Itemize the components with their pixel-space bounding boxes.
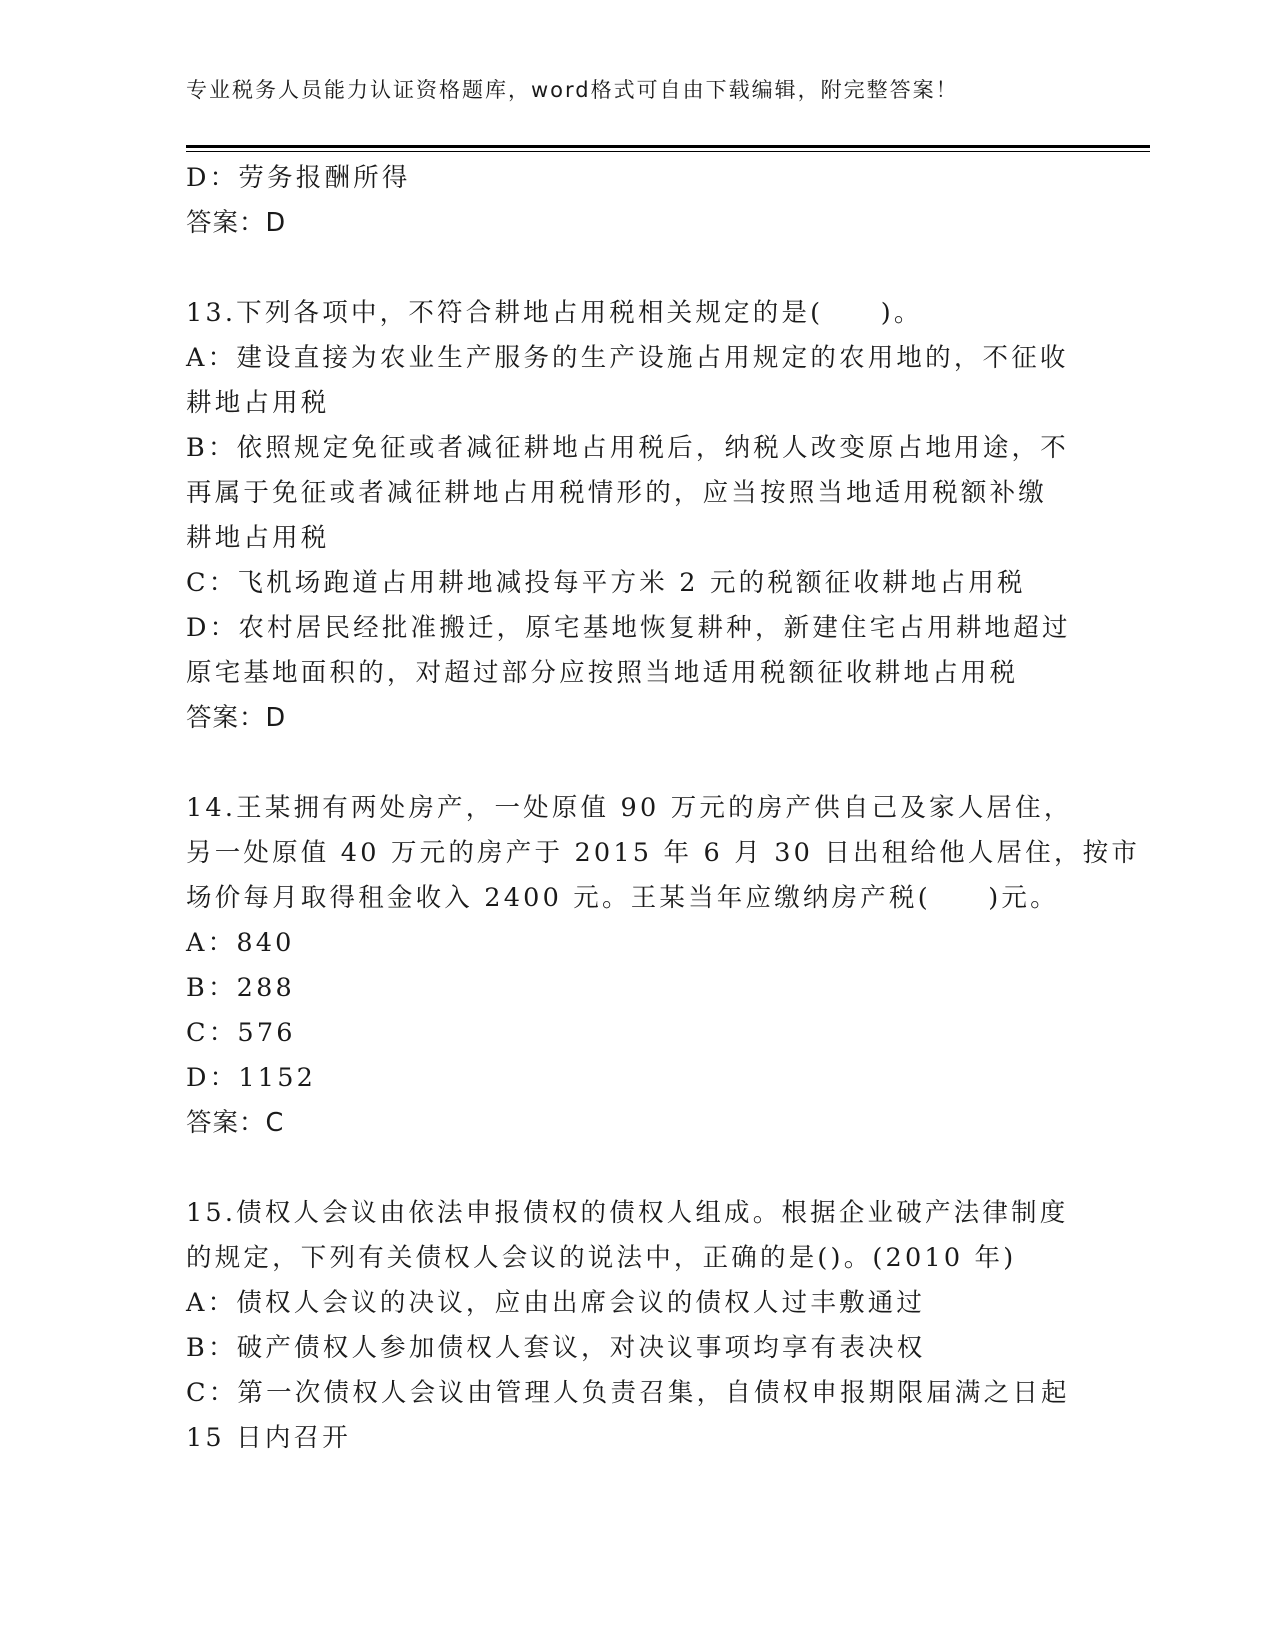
- question-15-stem-cont: 的规定，下列有关债权人会议的说法中，正确的是()。(2010 年): [186, 1243, 1017, 1273]
- question-14-option-c: C：576: [186, 1018, 296, 1048]
- question-14-answer: 答案：C: [186, 1108, 285, 1138]
- question-15-option-c: C：第一次债权人会议由管理人负责召集，自债权申报期限届满之日起: [186, 1378, 1070, 1408]
- question-13-option-b-cont: 再属于免征或者减征耕地占用税情形的，应当按照当地适用税额补缴: [186, 478, 1048, 508]
- question-13-option-a: A：建设直接为农业生产服务的生产设施占用规定的农用地的，不征收: [186, 343, 1069, 373]
- answer-line: 答案：D: [186, 208, 287, 238]
- question-13-option-b: B：依照规定免征或者减征耕地占用税后，纳税人改变原占地用途，不: [186, 433, 1069, 463]
- question-14-option-a: A：840: [186, 928, 295, 958]
- spacer: [186, 246, 1086, 291]
- question-14-stem-cont: 场价每月取得租金收入 2400 元。王某当年应缴纳房产税( )元。: [186, 883, 1059, 913]
- question-14-option-b: B：288: [186, 973, 295, 1003]
- question-13-option-d-cont: 原宅基地面积的，对超过部分应按照当地适用税额征收耕地占用税: [186, 658, 1019, 688]
- question-content: [186, 156, 1141, 1461]
- page-header: 专业税务人员能力认证资格题库，word格式可自由下载编辑，附完整答案！: [186, 78, 959, 102]
- spacer: [186, 1146, 1086, 1191]
- question-14-stem: 14.王某拥有两处房产，一处原值 90 万元的房产供自己及家人居住，: [186, 793, 1073, 823]
- header-divider: [186, 145, 1150, 148]
- question-13-option-a-cont: 耕地占用税: [186, 388, 330, 418]
- question-15-stem: 15.债权人会议由依法申报债权的债权人组成。根据企业破产法律制度: [186, 1198, 1069, 1228]
- question-14-option-d: D：1152: [186, 1063, 317, 1093]
- question-14-stem-cont: 另一处原值 40 万元的房产于 2015 年 6 月 30 日出租给他人居住，按市: [186, 838, 1141, 868]
- question-13-option-d: D：农村居民经批准搬迁，原宅基地恢复耕种，新建住宅占用耕地超过: [186, 613, 1071, 643]
- header-divider-thin: [186, 151, 1150, 152]
- question-15-option-a: A：债权人会议的决议，应由出席会议的债权人过丰敷通过: [186, 1288, 926, 1318]
- question-13-answer: 答案：D: [186, 703, 287, 733]
- question-13-stem: 13.下列各项中，不符合耕地占用税相关规定的是( )。: [186, 298, 923, 328]
- question-13-option-c: C：飞机场跑道占用耕地减投每平方米 2 元的税额征收耕地占用税: [186, 568, 1026, 598]
- question-15-option-b: B：破产债权人参加债权人套议，对决议事项均享有表决权: [186, 1333, 926, 1363]
- question-13-option-b-cont: 耕地占用税: [186, 523, 330, 553]
- spacer: [186, 741, 1086, 786]
- question-15-option-c-cont: 15 日内召开: [186, 1423, 351, 1453]
- option-line: D：劳务报酬所得: [186, 163, 411, 193]
